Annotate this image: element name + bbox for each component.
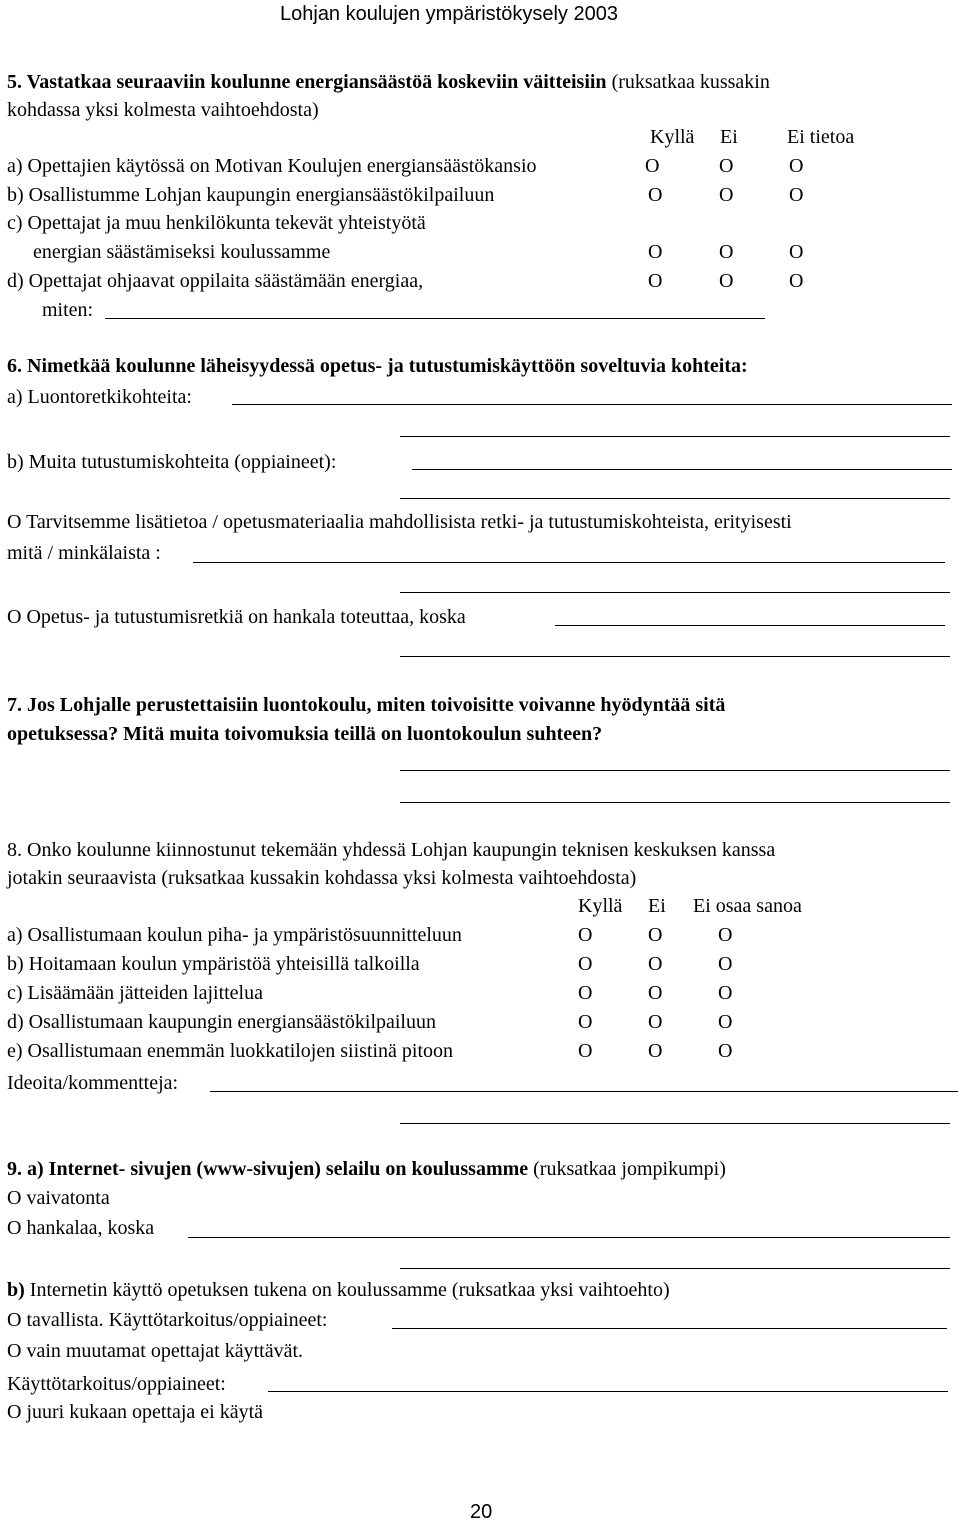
q5-item-b: b) Osallistumme Lohjan kaupungin energiansäästökilpailuun bbox=[7, 184, 495, 206]
q5-option-no: Ei bbox=[720, 126, 738, 148]
q5-c-no[interactable]: O bbox=[719, 241, 734, 263]
q5-d-yes[interactable]: O bbox=[648, 270, 663, 292]
q8-item-b: b) Hoitamaan koulun ympäristöä yhteisillä talkoilla bbox=[7, 953, 420, 975]
q8-option-yes: Kyllä bbox=[578, 895, 623, 917]
q8-item-d: d) Osallistumaan kaupungin energiansäästökilpailuun bbox=[7, 1011, 436, 1033]
q5-item-a: a) Opettajien käytössä on Motivan Koulujen energiansäästökansio bbox=[7, 155, 537, 177]
q9-a-heading bbox=[7, 1157, 726, 1181]
q5-heading-rest: (ruksatkaa kussakin bbox=[606, 71, 770, 93]
page-number: 20 bbox=[470, 1501, 493, 1523]
q5-a-yes[interactable]: O bbox=[645, 155, 660, 177]
q6-difficult-field[interactable] bbox=[555, 625, 945, 626]
q7-line2: opetuksessa? Mitä muita toivomuksia teillä on luontokoulun suhteen? bbox=[7, 723, 603, 745]
q5-d-how-label: miten: bbox=[42, 299, 94, 321]
q6-difficult[interactable]: O Opetus- ja tutustumisretkiä on hankala toteuttaa, koska bbox=[7, 606, 466, 628]
q8-comments-field[interactable] bbox=[210, 1091, 958, 1092]
q6-need-info[interactable]: O Tarvitsemme lisätietoa / opetusmateriaalia mahdollisista retki- ja tutustumiskohteista, erityisesti bbox=[7, 511, 792, 533]
q8-c-unknown[interactable]: O bbox=[718, 982, 733, 1004]
q8-b-no[interactable]: O bbox=[648, 953, 663, 975]
q5-heading bbox=[7, 70, 770, 94]
q8-c-no[interactable]: O bbox=[648, 982, 663, 1004]
q8-a-unknown[interactable]: O bbox=[718, 924, 733, 946]
q8-comments-field-cont[interactable] bbox=[400, 1123, 950, 1124]
q6-difficult-field-cont[interactable] bbox=[400, 656, 950, 657]
q9-b-option-few[interactable]: O vain muutamat opettajat käyttävät. bbox=[7, 1340, 304, 1362]
q8-line2: jotakin seuraavista (ruksatkaa kussakin kohdassa yksi kolmesta vaihtoehdosta) bbox=[7, 867, 637, 889]
q8-b-unknown[interactable]: O bbox=[718, 953, 733, 975]
q6-need-info-field[interactable] bbox=[193, 562, 945, 563]
q8-e-yes[interactable]: O bbox=[578, 1040, 593, 1062]
q5-option-unknown: Ei tietoa bbox=[787, 126, 855, 148]
q5-a-no[interactable]: O bbox=[719, 155, 734, 177]
q9-b-common-field[interactable] bbox=[392, 1328, 947, 1329]
q6-need-info-field-cont[interactable] bbox=[400, 592, 950, 593]
q5-c-unknown[interactable]: O bbox=[789, 241, 804, 263]
q8-item-e: e) Osallistumaan enemmän luokkatilojen siistinä pitoon bbox=[7, 1040, 454, 1062]
q5-heading-line2: kohdassa yksi kolmesta vaihtoehdosta) bbox=[7, 99, 319, 121]
q9-a-bold: Internet- sivujen (www-sivujen) selailu on koulussamme bbox=[48, 1158, 529, 1180]
q5-heading-bold: 5. Vastatkaa seuraaviin koulunne energiansäästöä koskeviin väitteisiin bbox=[7, 71, 607, 93]
q9-a-difficult-field[interactable] bbox=[188, 1237, 950, 1238]
q6-heading: 6. Nimetkää koulunne läheisyydessä opetus- ja tutustumiskäyttöön soveltuvia kohteita: bbox=[7, 355, 748, 377]
q8-item-a: a) Osallistumaan koulun piha- ja ympäristösuunnitteluun bbox=[7, 924, 462, 946]
q6-need-info-label: mitä / minkälaista : bbox=[7, 542, 161, 564]
q5-b-unknown[interactable]: O bbox=[789, 184, 804, 206]
q5-b-yes[interactable]: O bbox=[648, 184, 663, 206]
q8-e-no[interactable]: O bbox=[648, 1040, 663, 1062]
page-header-title: Lohjan koulujen ympäristökysely 2003 bbox=[280, 3, 618, 25]
q5-item-c: c) Opettajat ja muu henkilökunta tekevät yhteistyötä bbox=[7, 212, 426, 234]
q5-a-unknown[interactable]: O bbox=[789, 155, 804, 177]
q8-e-unknown[interactable]: O bbox=[718, 1040, 733, 1062]
q8-line1: 8. Onko koulunne kiinnostunut tekemään yhdessä Lohjan kaupungin teknisen keskuksen kanssa bbox=[7, 839, 776, 861]
q6-a-field[interactable] bbox=[232, 404, 952, 405]
q8-d-yes[interactable]: O bbox=[578, 1011, 593, 1033]
q9-b-few-purpose-label: Käyttötarkoitus/oppiaineet: bbox=[7, 1373, 226, 1395]
q5-option-yes: Kyllä bbox=[650, 126, 695, 148]
q8-c-yes[interactable]: O bbox=[578, 982, 593, 1004]
q9-a-difficult-field-cont[interactable] bbox=[400, 1268, 950, 1269]
q5-d-unknown[interactable]: O bbox=[789, 270, 804, 292]
q5-c-yes[interactable]: O bbox=[648, 241, 663, 263]
q5-item-c-cont: energian säästämiseksi koulussamme bbox=[33, 241, 331, 263]
q5-item-d: d) Opettajat ohjaavat oppilaita säästämään energiaa, bbox=[7, 270, 424, 292]
q9-b-rest: Internetin käyttö opetuksen tukena on koulussamme (ruksatkaa yksi vaihtoehto) bbox=[24, 1279, 670, 1301]
q9-b-label: b) bbox=[7, 1279, 25, 1301]
q8-d-unknown[interactable]: O bbox=[718, 1011, 733, 1033]
q9-a-label: 9. a) bbox=[7, 1158, 44, 1180]
q8-option-unknown: Ei osaa sanoa bbox=[693, 895, 802, 917]
q5-d-how-field[interactable] bbox=[105, 318, 765, 319]
q8-d-no[interactable]: O bbox=[648, 1011, 663, 1033]
q9-a-rest: (ruksatkaa jompikumpi) bbox=[528, 1158, 726, 1180]
q5-b-no[interactable]: O bbox=[719, 184, 734, 206]
q6-b-field[interactable] bbox=[412, 469, 952, 470]
q9-b-few-purpose-field[interactable] bbox=[268, 1391, 948, 1392]
q8-b-yes[interactable]: O bbox=[578, 953, 593, 975]
q5-d-no[interactable]: O bbox=[719, 270, 734, 292]
q6-b-field-cont[interactable] bbox=[400, 498, 950, 499]
q6-a-label: a) Luontoretkikohteita: bbox=[7, 386, 192, 408]
q7-answer-line-1[interactable] bbox=[400, 770, 950, 771]
q9-b-option-common[interactable]: O tavallista. Käyttötarkoitus/oppiaineet: bbox=[7, 1309, 328, 1331]
q6-b-label: b) Muita tutustumiskohteita (oppiaineet): bbox=[7, 451, 337, 473]
q8-item-c: c) Lisäämään jätteiden lajittelua bbox=[7, 982, 263, 1004]
q8-a-no[interactable]: O bbox=[648, 924, 663, 946]
q7-answer-line-2[interactable] bbox=[400, 802, 950, 803]
q7-line1: 7. Jos Lohjalle perustettaisiin luontokoulu, miten toivoisitte voivanne hyödyntää sitä bbox=[7, 694, 726, 716]
q8-option-no: Ei bbox=[648, 895, 666, 917]
q9-a-option-difficult[interactable]: O hankalaa, koska bbox=[7, 1217, 155, 1239]
q6-a-field-cont[interactable] bbox=[400, 436, 950, 437]
q9-b-heading bbox=[7, 1278, 670, 1302]
q8-a-yes[interactable]: O bbox=[578, 924, 593, 946]
q9-b-option-none[interactable]: O juuri kukaan opettaja ei käytä bbox=[7, 1401, 264, 1423]
q8-comments-label: Ideoita/kommentteja: bbox=[7, 1072, 179, 1094]
q9-a-option-easy[interactable]: O vaivatonta bbox=[7, 1187, 110, 1209]
